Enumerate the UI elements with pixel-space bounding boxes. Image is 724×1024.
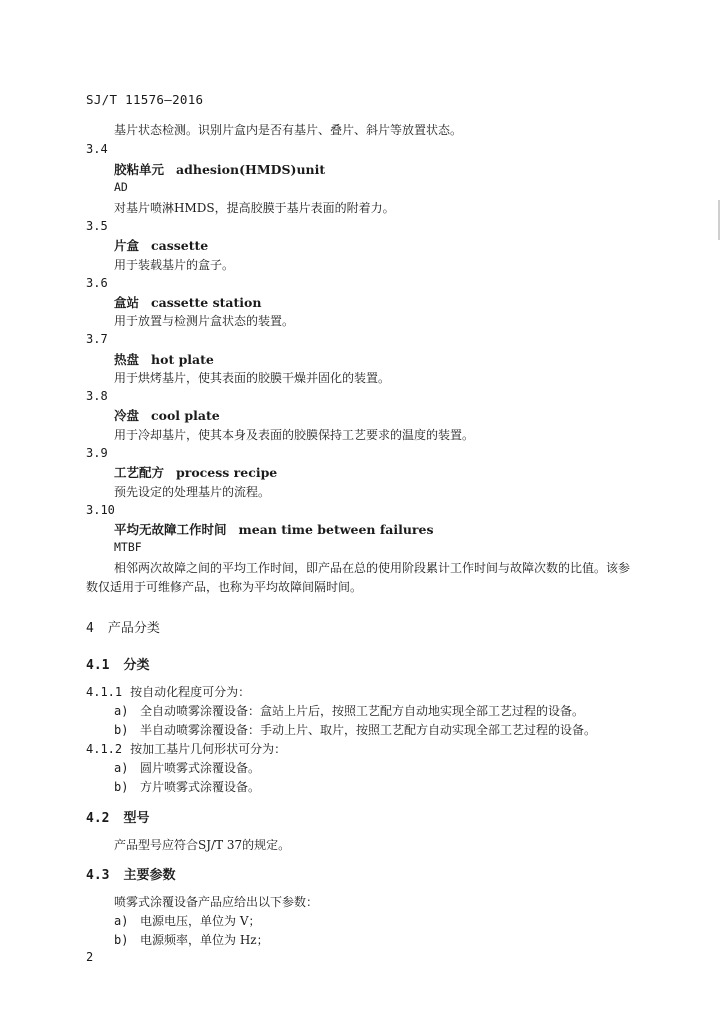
list-label: b) — [114, 723, 129, 737]
list-item — [114, 931, 269, 948]
subsection-number: 4.1 — [86, 658, 110, 673]
list-text: 圆片喷雾式涂覆设备。 — [140, 761, 261, 775]
subsection-heading — [86, 654, 150, 673]
term-abbreviation: AD — [114, 180, 128, 194]
term-zh: 盒站 — [114, 295, 140, 310]
term-en: hot plate — [151, 352, 214, 367]
subsection-title: 主要参数 — [123, 868, 176, 883]
paragraph: 喷雾式涂覆设备产品应给出以下参数： — [114, 895, 319, 909]
list-label: a) — [114, 761, 129, 775]
term-abbreviation: MTBF — [114, 540, 142, 554]
term-title — [114, 160, 325, 178]
clause-number: 4.1.2 — [86, 742, 123, 756]
list-text: 方片喷雾式涂覆设备。 — [140, 780, 261, 794]
term-definition: 用于装载基片的盒子。 — [114, 258, 235, 272]
clause-title: 按加工基片几何形状可分为： — [130, 742, 287, 756]
subsection-heading — [86, 864, 176, 883]
clause-number: 3.4 — [86, 142, 108, 156]
list-label: b) — [114, 933, 129, 947]
clause-heading — [86, 683, 250, 700]
list-text: 电源频率，单位为 Hz； — [140, 933, 269, 947]
term-definition: 用于烘烤基片，使其表面的胶膜干燥并固化的装置。 — [114, 371, 391, 385]
clause-heading — [86, 740, 286, 757]
term-title — [114, 463, 277, 481]
term-zh: 冷盘 — [114, 408, 140, 423]
clause-number: 3.6 — [86, 276, 108, 290]
subsection-number: 4.2 — [86, 811, 110, 826]
section-heading — [86, 617, 160, 636]
list-item — [114, 759, 260, 776]
term-en: mean time between failures — [238, 522, 434, 537]
term-en: adhesion(HMDS)unit — [176, 162, 326, 177]
list-text: 电源电压，单位为 V； — [140, 914, 261, 928]
list-text: 半自动喷雾涂覆设备：手动上片、取片，按照工艺配方自动实现全部工艺过程的设备。 — [140, 723, 597, 737]
subsection-heading — [86, 807, 150, 826]
clause-number: 3.7 — [86, 332, 108, 346]
section-number: 4 — [86, 621, 94, 636]
clause-number: 3.10 — [86, 503, 115, 517]
definition-continued-text: 基片状态检测。识别片盒内是否有基片、叠片、斜片等放置状态。 — [114, 123, 463, 137]
term-zh: 片盒 — [114, 238, 140, 253]
list-item — [114, 721, 596, 738]
term-en: cassette station — [151, 295, 262, 310]
term-zh: 胶粘单元 — [114, 162, 165, 177]
paragraph: 产品型号应符合SJ/T 37的规定。 — [114, 838, 291, 852]
term-title — [114, 293, 261, 311]
term-zh: 热盘 — [114, 352, 140, 367]
term-zh: 工艺配方 — [114, 465, 165, 480]
subsection-number: 4.3 — [86, 868, 110, 883]
subsection-title: 分类 — [123, 658, 150, 673]
list-item — [114, 778, 260, 795]
term-definition: 对基片喷淋HMDS，提高胶膜于基片表面的附着力。 — [114, 201, 395, 215]
list-item — [114, 912, 260, 929]
term-definition: 相邻两次故障之间的平均工作时间，即产品在总的使用阶段累计工作时间与故障次数的比值。该参 — [114, 561, 631, 575]
list-label: a) — [114, 914, 129, 928]
list-label: a) — [114, 704, 129, 718]
section-title: 产品分类 — [107, 621, 160, 636]
clause-title: 按自动化程度可分为： — [130, 685, 251, 699]
term-definition: 用于冷却基片，使其本身及表面的胶膜保持工艺要求的温度的装置。 — [114, 428, 475, 442]
clause-number: 3.8 — [86, 389, 108, 403]
page-number: 2 — [86, 950, 94, 964]
term-definition: 用于放置与检测片盒状态的装置。 — [114, 314, 295, 328]
term-definition-cont: 数仅适用于可维修产品，也称为平均故障间隔时间。 — [86, 580, 363, 594]
clause-number: 3.9 — [86, 446, 108, 460]
clause-number: 4.1.1 — [86, 685, 123, 699]
clause-number: 3.5 — [86, 219, 108, 233]
term-title — [114, 236, 208, 254]
term-title — [114, 350, 214, 368]
scan-edge-mark — [718, 200, 720, 240]
doc-header-id: SJ/T 11576—2016 — [86, 92, 204, 107]
term-zh: 平均无故障工作时间 — [114, 522, 227, 537]
term-title — [114, 406, 220, 424]
term-en: cool plate — [151, 408, 220, 423]
subsection-title: 型号 — [123, 811, 150, 826]
term-definition: 预先设定的处理基片的流程。 — [114, 485, 271, 499]
list-text: 全自动喷雾涂覆设备：盒站上片后，按照工艺配方自动地实现全部工艺过程的设备。 — [140, 704, 585, 718]
term-en: cassette — [151, 238, 209, 253]
term-title — [114, 520, 434, 538]
list-label: b) — [114, 780, 129, 794]
list-item — [114, 702, 584, 719]
term-en: process recipe — [176, 465, 278, 480]
